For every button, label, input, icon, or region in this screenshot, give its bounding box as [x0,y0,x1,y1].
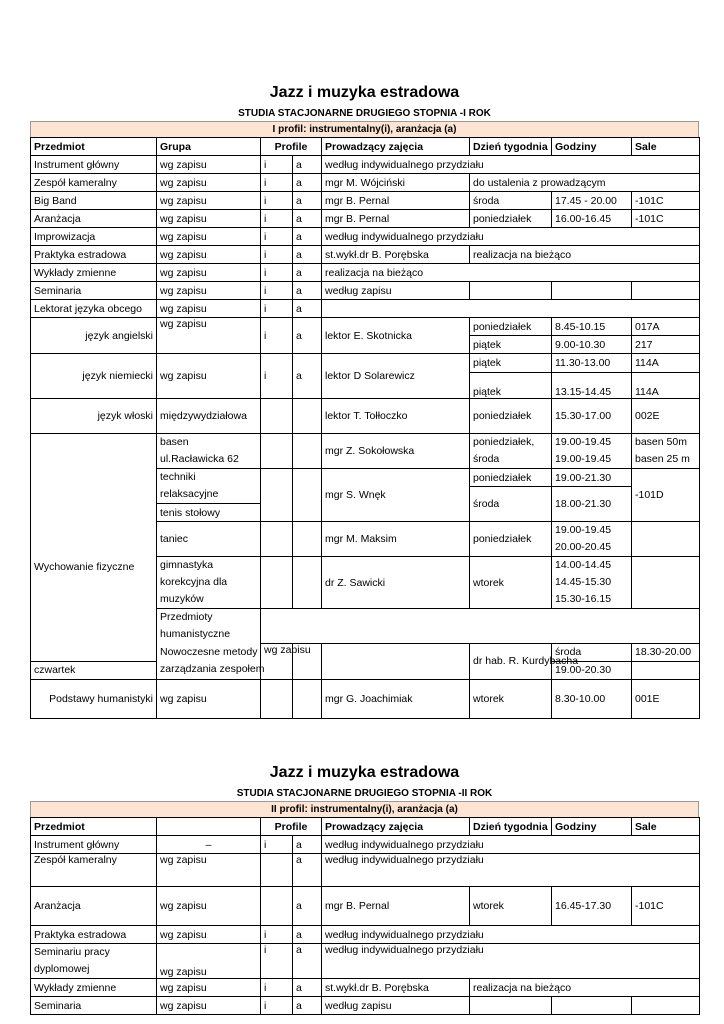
cell-profile-a: a [293,192,322,210]
cell-grupa: wg zapisu [157,156,261,174]
cell-profile-a: a [293,156,322,174]
cell-prowadzacy: według indywidualnego przydziału [322,926,700,944]
cell-profile-i: i [261,174,293,192]
cell-godziny: 19.00-20.30 [552,661,632,679]
cell-godziny: 15.30-17.00 [552,399,632,434]
schedule-table [30,817,700,1015]
cell-godziny [552,522,632,557]
cell-dzien: środa [552,643,632,661]
cell-godziny: 16.00-16.45 [552,210,632,228]
cell-przedmiot: Wykłady zmienne [31,264,157,282]
godziny-line: 14.45-15.30 [555,576,612,588]
cell-grupa: wg zapisu [157,926,261,944]
header-sale: Sale [632,818,700,836]
cell-przedmiot: Lektorat języka obcego [31,300,157,318]
cell-prowadzacy: według indywidualnego przydziału [322,944,700,979]
header-przedmiot: Przedmiot [31,138,157,156]
cell-prowadzacy: mgr S. Wnęk [322,469,470,522]
cell-empty [293,469,322,522]
cell-sale: 001E [632,679,700,718]
cell-prowadzacy: według zapisu [322,282,470,300]
cell-dzien: realizacja na bieżąco [470,979,700,997]
cell-prowadzacy: według zapisu [322,997,470,1015]
cell-grupa: wg zapisu [157,354,261,399]
cell-profile-i: i [261,836,293,854]
godziny-line: 14.00-14.45 [555,559,612,571]
cell-dzien: środa [470,192,552,210]
cell-profile-i: i [261,944,293,979]
cell-empty [632,282,700,300]
cell-przedmiot: Aranżacja [31,887,157,926]
cell-grupa: wg zapisu [157,174,261,192]
cell-profile-i: i [261,997,293,1015]
cell-grupa: wg zapisu [157,228,261,246]
cell-empty [293,399,322,434]
cell-empty [261,399,293,434]
cell-profile-i: i [261,156,293,174]
cell-przedmiot: język włoski [31,399,157,434]
cell-profile-i: i [261,926,293,944]
cell-grupa: taniec [157,522,261,557]
cell-dzien: poniedziałek [470,469,552,487]
cell-empty [261,469,293,522]
grupa-line: basen [160,436,189,448]
cell-przedmiot: Instrument główny [31,836,157,854]
table-row [31,997,700,1015]
cell-dzien: poniedziałek [470,210,552,228]
cell-prowadzacy: st.wykł.dr B. Porębska [322,246,470,264]
sale-line: basen 25 m [635,453,690,465]
table-row [31,246,700,264]
page-title: Jazz i muzyka estradowa [269,764,460,781]
table-row [31,300,700,318]
cell-grupa: wg zapisu [157,282,261,300]
cell-profile-i: i [261,246,293,264]
table-row [31,354,700,373]
cell-prowadzacy: według indywidualnego przydziału [322,836,700,854]
cell-empty [632,997,700,1015]
cell-grupa: tenis stołowy [157,504,261,522]
table-row [31,192,700,210]
cell-prowadzacy: st.wykł.dr B. Porębska [322,979,470,997]
cell-grupa: wg zapisu [261,643,293,679]
cell-profile-a: a [293,282,322,300]
przedmiot-line: zarządzania zespołem [160,662,265,675]
cell-empty [261,557,293,609]
cell-grupa: wg zapisu [157,997,261,1015]
cell-prowadzacy: mgr M. Maksim [322,522,470,557]
header-dzien: Dzień tygodnia [470,138,552,156]
cell-prowadzacy: lektor E. Skotnicka [322,318,470,354]
cell-prowadzacy: mgr B. Pernal [322,210,470,228]
table-row [31,944,700,979]
cell-grupa: – [157,836,261,854]
cell-godziny: 18.30-20.00 [632,643,700,661]
cell-dzien: wtorek [470,557,552,609]
cell-profile-a: a [293,174,322,192]
cell-sale [632,434,700,469]
cell-profile-a: a [293,264,322,282]
cell-profile-i: i [261,192,293,210]
cell-przedmiot: Zespół kameralny [31,174,157,192]
heading-line: humanistyczne [160,628,231,640]
cell-profile-a: a [293,300,322,318]
cell-dzien: poniedziałek [470,399,552,434]
grupa-line: techniki [160,471,196,483]
cell-godziny: 16.45-17.30 [552,887,632,926]
cell-godziny [552,434,632,469]
cell-grupa [157,434,261,469]
cell-profile-a: a [293,944,322,979]
cell-empty [261,854,293,887]
cell-dzien: realizacja na bieżąco [470,246,700,264]
przedmiot-line: Nowoczesne metody [160,645,258,658]
cell-profile-i: i [261,979,293,997]
cell-grupa: międzywydziałowa [157,399,261,434]
page-title: Jazz i muzyka estradowa [269,84,460,101]
header-godziny: Godziny [552,138,632,156]
cell-profile-a: a [293,887,322,926]
cell-profile-i: i [261,318,293,354]
cell-profile-a: a [293,228,322,246]
cell-przedmiot-heading [157,609,261,644]
table-row [31,926,700,944]
cell-empty [632,522,700,557]
grupa-line: korekcyjna dla [160,576,228,588]
cell-empty [552,282,632,300]
cell-empty [322,643,470,679]
cell-grupa: wg zapisu [157,264,261,282]
cell-profile-a: a [293,354,322,399]
cell-prowadzacy: według indywidualnego przydziału [322,228,700,246]
cell-prowadzacy: dr hab. R. Kurdybacha [470,643,552,679]
cell-empty [470,282,552,300]
cell-dzien: poniedziałek [470,318,552,336]
header-prowadzacy: Prowadzący zajęcia [322,138,470,156]
cell-przedmiot: Praktyka estradowa [31,926,157,944]
cell-sale: 002E [632,399,700,434]
cell-prowadzacy: lektor D Solarewicz [322,354,470,399]
table-row [31,854,700,887]
grupa-line: ul.Racławicka 62 [160,453,239,465]
cell-empty [293,522,322,557]
cell-empty [261,679,293,718]
cell-profile-a: a [293,926,322,944]
header-godziny: Godziny [552,818,632,836]
cell-empty [322,300,700,318]
przedmiot-line: Seminariu pracy [34,946,110,958]
godziny-line: 19.00-19.45 [555,436,612,448]
grupa-line: relaksacyjne [160,488,219,500]
cell-empty [261,609,700,644]
przedmiot-line: dyplomowej [34,963,90,975]
cell-godziny: 11.30-13.00 [552,354,632,373]
cell-profile-a: a [293,836,322,854]
cell-dzien: wtorek [470,887,552,926]
header-grupa: Grupa [157,138,261,156]
cell-godziny: 8.30-10.00 [552,679,632,718]
godziny-line: 20.00-20.45 [555,541,612,553]
header-profile: Profile [261,818,322,836]
cell-grupa: wg zapisu [157,979,261,997]
table-row [31,264,700,282]
table-row [31,228,700,246]
cell-empty [552,997,632,1015]
cell-profile-a: a [293,318,322,354]
cell-godziny: 9.00-10.30 [552,336,632,354]
table-row [31,282,700,300]
cell-grupa: wg zapisu [157,887,261,926]
profile-banner: I profil: instrumentalny(i), aranżacja (a) [30,121,699,137]
table-row [31,156,700,174]
header-grupa-empty [157,818,261,836]
table-row [31,979,700,997]
cell-grupa [157,557,261,609]
cell-grupa: wg zapisu [157,679,261,718]
cell-dzien: piątek [470,336,552,354]
cell-prowadzacy: mgr Z. Sokołowska [322,434,470,469]
cell-przedmiot: Aranżacja [31,210,157,228]
cell-godziny: 19.00-21.30 [552,469,632,487]
cell-grupa: wg zapisu [157,210,261,228]
table-row [31,318,700,336]
cell-przedmiot: Seminaria [31,997,157,1015]
sale-line: basen 50m [635,436,687,448]
cell-prowadzacy: lektor T. Tołłoczko [322,399,470,434]
table-row [31,679,700,718]
godziny-line: 19.00-19.45 [555,524,612,536]
cell-empty [470,997,552,1015]
cell-godziny: 18.00-21.30 [552,487,632,522]
schedule-table [30,137,700,719]
cell-profile-i: i [261,300,293,318]
cell-sale: 217 [632,336,700,354]
profile-banner: II profil: instrumentalny(i), aranżacja (a) [30,801,699,817]
table-row [31,210,700,228]
cell-profile-i: i [261,282,293,300]
cell-prowadzacy: realizacja na bieżąco [322,264,700,282]
cell-dzien: do ustalenia z prowadzącym [470,174,700,192]
dzien-line: poniedziałek, [473,436,535,448]
table-row [31,174,700,192]
cell-przedmiot [157,643,265,679]
cell-sale: 017A [632,318,700,336]
cell-przedmiot: Big Band [31,192,157,210]
cell-przedmiot: Podstawy humanistyki [31,679,157,718]
cell-empty [632,557,700,609]
cell-sale: -101C [632,210,700,228]
cell-profile-a: a [293,997,322,1015]
cell-grupa [157,469,261,504]
cell-przedmiot [31,944,157,979]
cell-empty [261,434,293,469]
cell-prowadzacy: według indywidualnego przydziału [322,156,700,174]
cell-profile-a: a [293,854,322,887]
cell-godziny: 13.15-14.45 [552,372,632,398]
header-przedmiot: Przedmiot [31,818,157,836]
cell-empty [293,434,322,469]
cell-przedmiot: Zespół kameralny [31,854,157,887]
cell-przedmiot: Wychowanie fizyczne [31,434,157,662]
cell-sale: 114A [632,354,700,373]
cell-przedmiot: język niemiecki [31,354,157,399]
cell-godziny [552,557,632,609]
header-prowadzacy: Prowadzący zajęcia [322,818,470,836]
grupa-line: muzyków [160,593,204,605]
cell-prowadzacy: mgr G. Joachimiak [322,679,470,718]
cell-empty [293,557,322,609]
cell-grupa: wg zapisu [157,854,261,887]
cell-dzien: piątek [470,372,552,398]
cell-profile-i: i [261,210,293,228]
grupa-line: gimnastyka [160,559,214,571]
dzien-line: środa [473,453,500,465]
header-dzien: Dzień tygodnia [470,818,552,836]
schedule-year-2 [30,764,699,1015]
table-header-row [31,818,700,836]
page-subtitle: STUDIA STACJONARNE DRUGIEGO STOPNIA -II ROK [236,788,493,799]
cell-dzien [470,434,552,469]
table-row [31,399,700,434]
cell-sale: -101C [632,887,700,926]
godziny-line: 19.00-19.45 [555,453,612,465]
table-row [31,434,700,469]
cell-sale: -101C [632,192,700,210]
cell-dzien: poniedziałek [470,522,552,557]
page-subtitle: STUDIA STACJONARNE DRUGIEGO STOPNIA -I ROK [238,108,491,119]
schedule-year-1 [30,84,699,719]
cell-prowadzacy: mgr B. Pernal [322,887,470,926]
header-profile: Profile [261,138,322,156]
table-row [31,887,700,926]
cell-sale: 114A [632,372,700,398]
cell-grupa: wg zapisu [157,192,261,210]
cell-przedmiot: Instrument główny [31,156,157,174]
cell-profile-a: a [293,210,322,228]
cell-godziny: 8.45-10.15 [552,318,632,336]
cell-grupa: wg zapisu [157,944,261,979]
cell-profile-i: i [261,228,293,246]
table-row [31,836,700,854]
heading-line: Przedmioty [160,611,213,623]
cell-profile-i: i [261,264,293,282]
cell-przedmiot: język angielski [31,318,157,354]
cell-prowadzacy: mgr B. Pernal [322,192,470,210]
cell-prowadzacy: dr Z. Sawicki [322,557,470,609]
header-sale: Sale [632,138,700,156]
cell-prowadzacy: według indywidualnego przydziału [322,854,700,887]
cell-profile-a: a [293,246,322,264]
cell-grupa: wg zapisu [157,318,261,354]
cell-empty [293,679,322,718]
cell-grupa: wg zapisu [157,246,261,264]
cell-dzien: piątek [470,354,552,373]
cell-dzien: środa [470,487,552,522]
cell-przedmiot: Improwizacja [31,228,157,246]
table-header-row [31,138,700,156]
godziny-line: 15.30-16.15 [555,593,612,605]
cell-sale: -101D [632,469,700,522]
cell-dzien: wtorek [470,679,552,718]
cell-przedmiot: Praktyka estradowa [31,246,157,264]
cell-empty [261,522,293,557]
cell-profile-i: i [261,354,293,399]
cell-prowadzacy: mgr M. Wójciński [322,174,470,192]
cell-dzien: czwartek [31,661,157,679]
cell-profile-a: a [293,979,322,997]
cell-godziny: 17.45 - 20.00 [552,192,632,210]
cell-przedmiot: Seminaria [31,282,157,300]
cell-empty [261,887,293,926]
cell-grupa: wg zapisu [157,300,261,318]
cell-przedmiot: Wykłady zmienne [31,979,157,997]
